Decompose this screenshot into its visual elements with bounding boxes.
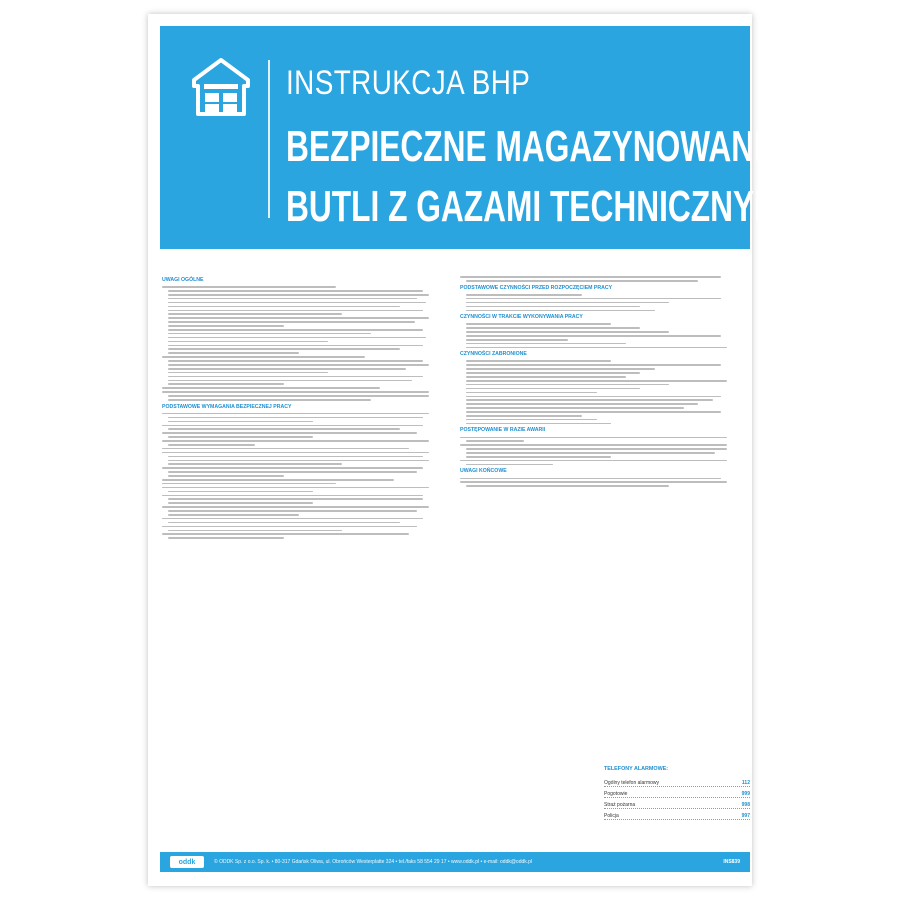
alarm-row: Policja 997 [604, 809, 750, 820]
alarm-row: Pogotowie 999 [604, 787, 750, 798]
left-column [162, 274, 452, 541]
header-title-line1: BEZPIECZNE MAGAZYNOWANIE [286, 122, 785, 171]
right-column [460, 274, 750, 489]
footer-bar [160, 852, 750, 872]
header-title-line2: BUTLI Z GAZAMI TECHNICZNYMI [286, 182, 790, 231]
section-heading: UWAGI KOŃCOWE [460, 468, 507, 475]
section-heading: CZYNNOŚCI ZABRONIONE [460, 351, 527, 358]
alarm-title: TELEFONY ALARMOWE: [604, 766, 669, 772]
footer-code: INS839 [723, 859, 740, 865]
section-heading: UWAGI OGÓLNE [162, 277, 204, 283]
header-banner [160, 26, 790, 249]
footer-text: © ODDK Sp. z o.o. Sp. k. • 80-317 Gdańsk Oliwa, ul. Obrońców Westerplatte 324 • tel./faks 58 554 29 17 • www.oddk.pl • e-mail: oddk@oddk.pl [214, 859, 533, 865]
alarm-row: Straż pożarna 998 [604, 798, 750, 809]
header-divider [268, 60, 270, 218]
warehouse-icon [192, 56, 250, 118]
section-heading: PODSTAWOWE CZYNNOŚCI PRZED ROZPOCZĘCIEM PRACY [460, 284, 613, 291]
alarm-row: Ogólny telefon alarmowy 112 [604, 776, 750, 787]
header-pretitle: INSTRUKCJA BHP [286, 64, 531, 102]
section-heading: PODSTAWOWE WYMAGANIA BEZPIECZNEJ PRACY [162, 403, 292, 410]
section-heading: CZYNNOŚCI W TRAKCIE WYKONYWANIA PRACY [460, 314, 583, 321]
alarm-phones [604, 766, 750, 820]
section-heading: POSTĘPOWANIE W RAZIE AWARII [460, 427, 546, 434]
oddk-logo: oddk [170, 856, 204, 868]
